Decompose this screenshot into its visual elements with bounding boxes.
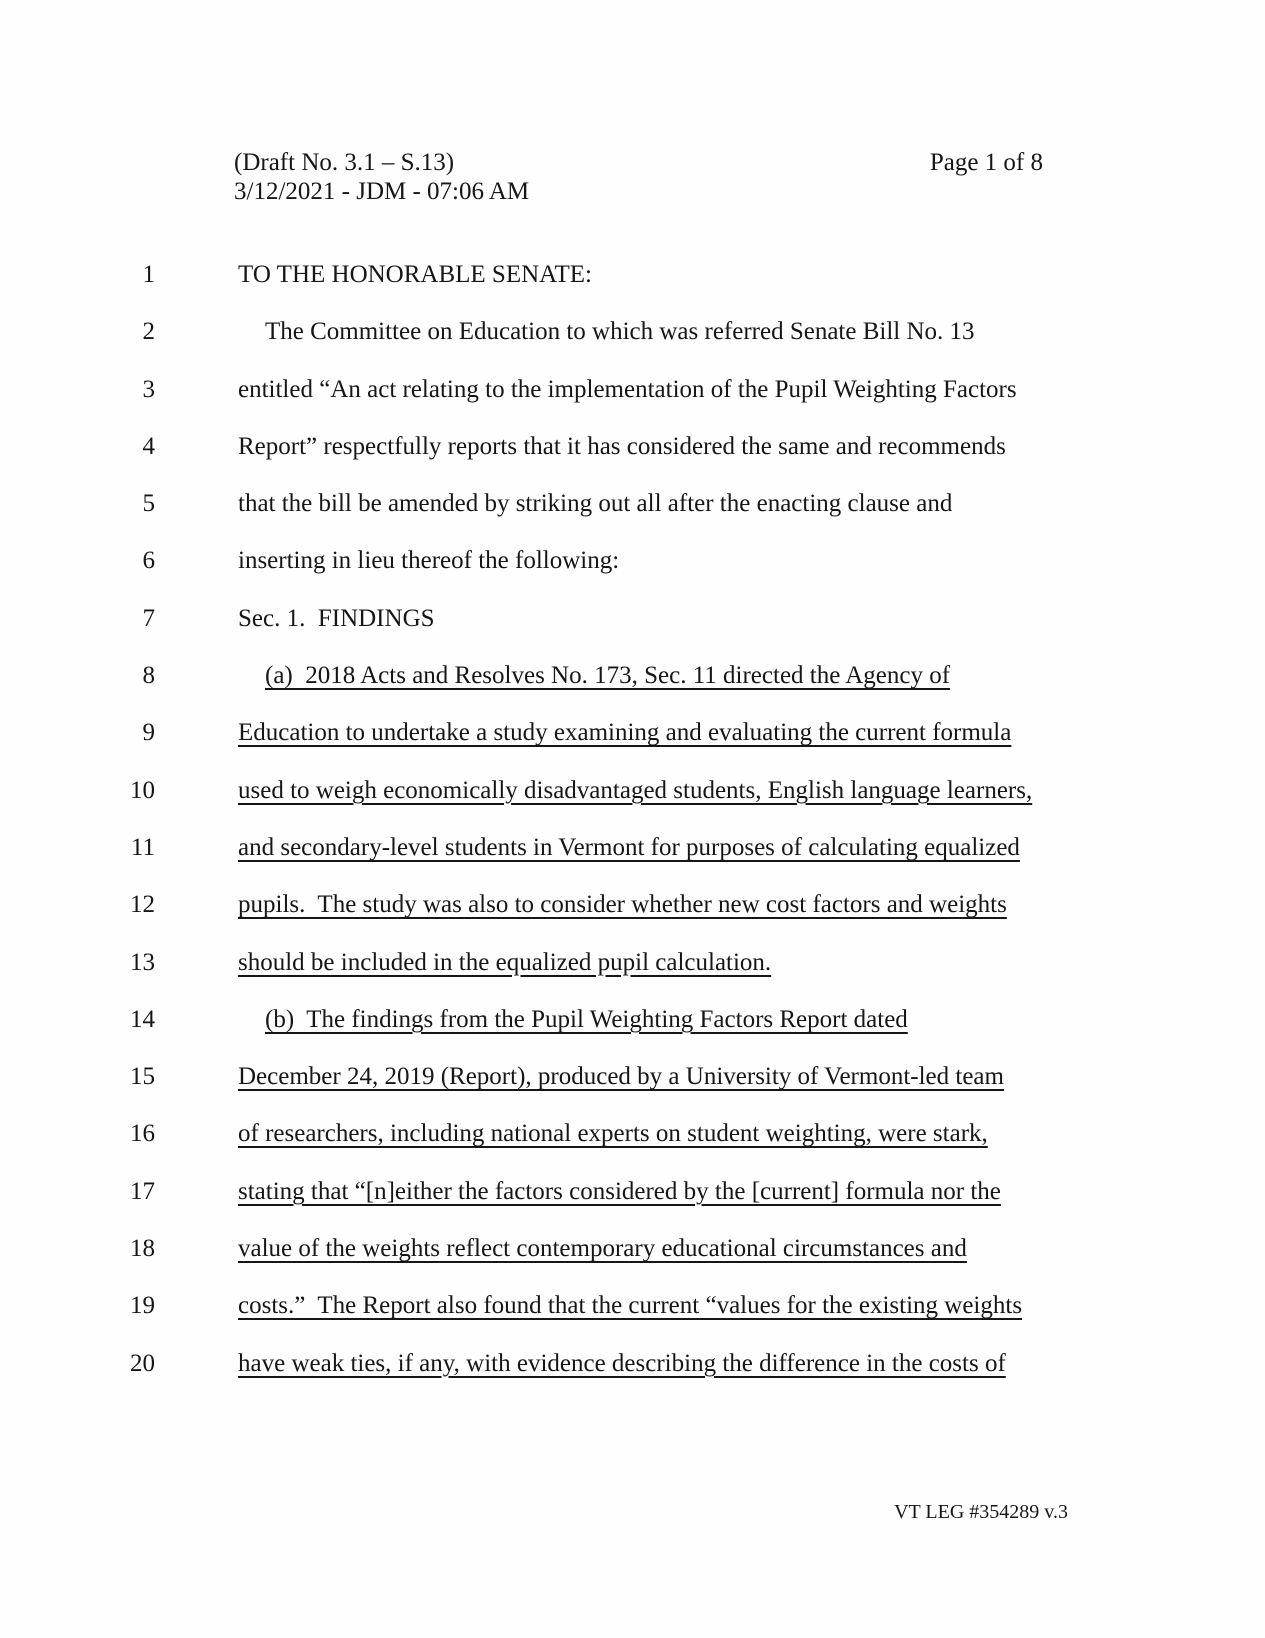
text-line: [0, 704, 1265, 761]
text-line: [0, 590, 1265, 647]
text-line: [0, 1048, 1265, 1105]
text-line: [0, 475, 1265, 532]
page-header: [234, 148, 1043, 206]
line-number: 20: [130, 1349, 155, 1377]
line-text: of researchers, including national experts on student weighting, were stark,: [238, 1120, 988, 1148]
line-text: entitled “An act relating to the implementation of the Pupil Weighting Factors: [238, 375, 1017, 403]
line-number: 7: [142, 604, 155, 632]
text-line: [0, 876, 1265, 933]
text-line: [0, 1335, 1265, 1392]
text-line: [0, 991, 1265, 1048]
line-number: 4: [142, 432, 155, 460]
text-line: [0, 934, 1265, 991]
date-stamp: 3/12/2021 - JDM - 07:06 AM: [234, 178, 530, 205]
text-line: [0, 532, 1265, 589]
line-number: 17: [130, 1177, 155, 1205]
line-number: 8: [142, 662, 155, 690]
line-text: and secondary-level students in Vermont for purposes of calculating equalized: [238, 833, 1020, 861]
line-text: pupils. The study was also to consider whether new cost factors and weights: [238, 891, 1007, 919]
text-line: [0, 1220, 1265, 1277]
line-text: December 24, 2019 (Report), produced by a University of Vermont-led team: [238, 1063, 1004, 1091]
line-number: 2: [142, 318, 155, 346]
text-line: [0, 418, 1265, 475]
line-text: that the bill be amended by striking out all after the enacting clause and: [238, 490, 953, 518]
line-number: 14: [130, 1005, 155, 1033]
line-number: 11: [130, 833, 155, 861]
line-number: 1: [142, 261, 155, 288]
text-line: [0, 762, 1265, 819]
line-number: 9: [142, 719, 155, 747]
line-text: used to weigh economically disadvantaged students, English language learners,: [238, 776, 1033, 804]
text-line: [0, 246, 1265, 303]
text-line: [0, 1105, 1265, 1162]
line-number: 10: [130, 776, 155, 804]
line-text: have weak ties, if any, with evidence describing the difference in the costs of: [238, 1349, 1006, 1377]
text-line: [0, 647, 1265, 704]
line-text: Report” respectfully reports that it has considered the same and recommends: [238, 432, 1006, 460]
header-row: [234, 148, 1043, 177]
page-footer: [894, 1500, 1068, 1524]
line-text: (a) 2018 Acts and Resolves No. 173, Sec. 11 directed the Agency of: [265, 662, 951, 690]
line-number: 5: [142, 490, 155, 518]
line-number: 12: [130, 891, 155, 919]
line-number: 13: [130, 948, 155, 976]
line-text: inserting in lieu thereof the following:: [238, 547, 620, 575]
line-text: stating that “[n]either the factors considered by the [current] formula nor the: [238, 1177, 1001, 1205]
doc-reference: VT LEG #354289 v.3: [894, 1501, 1068, 1523]
text-line: [0, 819, 1265, 876]
line-text: (b) The findings from the Pupil Weighting Factors Report dated: [265, 1005, 908, 1033]
line-text: The Committee on Education to which was referred Senate Bill No. 13: [265, 318, 975, 346]
text-line: [0, 303, 1265, 360]
line-text: value of the weights reflect contemporary educational circumstances and: [238, 1235, 967, 1263]
text-line: [0, 361, 1265, 418]
line-text: Sec. 1. FINDINGS: [238, 604, 435, 632]
line-text: Education to undertake a study examining and evaluating the current formula: [238, 719, 1012, 747]
line-text: should be included in the equalized pupil calculation.: [238, 948, 772, 976]
line-number: 18: [130, 1235, 155, 1263]
line-text: costs.” The Report also found that the current “values for the existing weights: [238, 1292, 1023, 1320]
line-number: 19: [130, 1292, 155, 1320]
line-number: 15: [130, 1063, 155, 1091]
text-line: [0, 1163, 1265, 1220]
page-number-label: Page 1 of 8: [929, 149, 1043, 176]
text-line: [0, 1277, 1265, 1334]
draft-number-label: (Draft No. 3.1 – S.13): [234, 149, 455, 176]
document-body: [0, 246, 1265, 1392]
line-number: 16: [130, 1120, 155, 1148]
line-number: 6: [142, 547, 155, 575]
line-text: TO THE HONORABLE SENATE:: [238, 261, 592, 288]
line-number: 3: [142, 375, 155, 403]
